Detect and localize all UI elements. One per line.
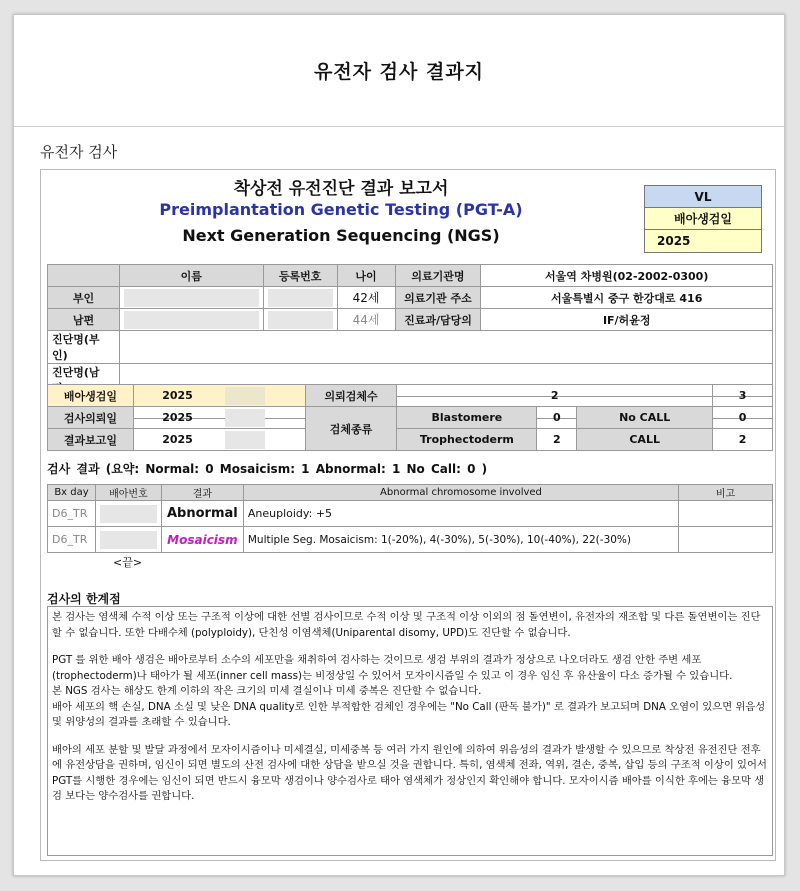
wife-name-redacted: [119, 287, 263, 309]
institution-value: 서울역 차병원(02-2002-0300): [481, 265, 773, 287]
note-cell: [679, 501, 773, 527]
request-count-label: 의뢰검체수: [305, 385, 397, 407]
result-header: 결과: [161, 485, 243, 501]
sample-row-3: [48, 429, 773, 451]
request-count-value: 2: [397, 385, 713, 407]
call-label: CALL: [577, 429, 713, 451]
result-summary: 검사 결과 (요약: Normal: 0 Mosaicism: 1 Abnormal: 1 No Call: 0 ): [47, 462, 488, 476]
report-title-pgt: Preimplantation Genetic Testing (PGT-A): [159, 200, 523, 219]
team-value-text: 3: [738, 389, 747, 402]
embryo-no-header: 배아번호: [95, 485, 161, 501]
request-date-redacted: [221, 407, 305, 429]
chromosome-cell: Aneuploidy: +5: [243, 501, 678, 527]
biopsy-date-redacted: [221, 385, 305, 407]
blastomere-value: 0: [537, 407, 577, 429]
report-date-label: 결과보고일: [48, 429, 134, 451]
page-title: 유전자 검사 결과지: [14, 15, 784, 127]
vl-box: [644, 185, 762, 253]
request-date-label: 검사의뢰일: [48, 407, 134, 429]
dept-value: IF/허윤정: [481, 309, 773, 331]
limitations-box: [47, 606, 773, 856]
name-header: 이름: [119, 265, 263, 287]
bxday-cell: D6_TR: [48, 527, 96, 553]
chromosome-header: Abnormal chromosome involved: [243, 485, 678, 501]
limitation-paragraph: 배아 세포의 핵 손실, DNA 소실 및 낮은 DNA quality로 인한 부적합한 검체인 경우에는 "No Call (판독 불가)" 로 결과가 보고되며 DNA 오염이 있으면 위음성 및 위양성의 결과를 초래할 수 있습니다.: [52, 700, 766, 728]
embryo-no-redacted: [95, 527, 161, 553]
sample-row-1: [48, 385, 773, 407]
sample-type-label: 검체종류: [305, 407, 397, 451]
document-frame: [13, 14, 785, 876]
result-cell: Mosaicism: [161, 527, 243, 553]
report-date-value: 2025: [133, 429, 221, 451]
bxday-header: Bx day: [48, 485, 96, 501]
sample-row-2: [48, 407, 773, 429]
vl-label: 배아생검일: [645, 208, 761, 230]
report-date-redacted: [221, 429, 305, 451]
husband-age: 44세: [337, 309, 395, 331]
limitation-paragraph: 본 NGS 검사는 해상도 한계 이하의 작은 크기의 미세 결실이나 미세 중복은 진단할 수 없습니다.: [52, 685, 482, 697]
address-value: 서울특별시 중구 한강대로 416: [481, 287, 773, 309]
husband-label: 남편: [48, 309, 120, 331]
wife-label: 부인: [48, 287, 120, 309]
limitation-paragraph: PGT 를 위한 배아 생검은 배아로부터 소수의 세포만을 채취하여 검사하는 것이므로 생검 부위의 결과가 정상으로 나오더라도 생검 안한 주변 세포 (trophectoderm)나 태아가 될 세포(inner cell mass)는 비정상일 수 있어서 모자이시즘일 수 있고 이 경우 임신 후 유산율이 다소 증가될 수 있습니다.: [52, 654, 733, 682]
address-label: 의료기관 주소: [395, 287, 481, 309]
wife-row: [48, 287, 773, 309]
reg-no-header: 등록번호: [263, 265, 337, 287]
patient-header-row: [48, 265, 773, 287]
institution-header: 의료기관명: [395, 265, 481, 287]
diag-wife-value: [119, 331, 772, 364]
embryo-no-redacted: [95, 501, 161, 527]
results-header-row: [48, 485, 773, 501]
bxday-cell: D6_TR: [48, 501, 96, 527]
husband-reg-redacted: [263, 309, 337, 331]
results-table: [47, 484, 773, 553]
vl-value: 2025: [645, 230, 761, 252]
trophectoderm-label: Trophectoderm: [397, 429, 537, 451]
request-date-value: 2025: [133, 407, 221, 429]
husband-name-redacted: [119, 309, 263, 331]
husband-row: [48, 309, 773, 331]
note-cell: [679, 527, 773, 553]
limitations-title: 검사의 한계점: [47, 592, 121, 606]
note-header: 비고: [679, 485, 773, 501]
trophectoderm-value: 2: [537, 429, 577, 451]
report-sheet: [40, 169, 776, 861]
result-cell: Abnormal: [161, 501, 243, 527]
table-row: [48, 527, 773, 553]
blastomere-label: Blastomere: [397, 407, 537, 429]
nocall-label: No CALL: [577, 407, 713, 429]
limitation-paragraph: 배아의 세포 분할 및 발달 과정에서 모자이시즘이나 미세결실, 미세중복 등 여러 가지 원인에 의하여 위음성의 결과가 발생할 수 있으므로 착상전 유전진단 전후에 유전상담을 권하며, 임신이 되면 별도의 산전 검사에 대한 상담을 받으실 것을 권합니다. 특히, 염색체 전좌, 역위, 결손, 중복, 삽입 등의 구조적 이상이 있어서 PGT를 시행한 경우에는 임신이 되면 반드시 융모막 생검이나 양수검사로 태아 염색체가 정상인지 확인해야 합니다. 모자이시즘 배아를 이식한 후에는 융모막 생검 보다는 양수검사를 권합니다.: [52, 743, 767, 802]
sample-table: [47, 384, 773, 451]
nocall-value: 0: [713, 407, 773, 429]
empty-cell: [48, 265, 120, 287]
biopsy-date-value: 2025: [133, 385, 221, 407]
report-title-korean: 착상전 유전진단 결과 보고서: [233, 179, 449, 199]
diag-husband-label: 진단명(남: [48, 364, 120, 397]
section-label: 유전자 검사: [40, 143, 118, 161]
wife-age: 42세: [337, 287, 395, 309]
vl-code: VL: [645, 186, 761, 208]
biopsy-date-label: 배아생검일: [48, 385, 134, 407]
limitation-paragraph: 본 검사는 염색체 수적 이상 또는 구조적 이상에 대한 선별 검사이므로 수적 이상 및 구조적 이상 이외의 점 돌연변이, 유전자의 재조합 및 다른 돌연변이는 진단할 수 없습니다. 또한 다배수체 (polyploidy), 단친성 이염색체(Uniparental disomy, UPD)도 진단할 수 없습니다.: [52, 611, 761, 639]
diag-wife-label: 진단명(부인): [48, 331, 120, 364]
wife-reg-redacted: [263, 287, 337, 309]
end-mark: <끝>: [113, 556, 143, 569]
report-title-ngs: Next Generation Sequencing (NGS): [182, 226, 500, 245]
dept-label: 진료과/담당의: [395, 309, 481, 331]
age-header: 나이: [337, 265, 395, 287]
diag-wife-row: [48, 331, 773, 364]
table-row: [48, 501, 773, 527]
chromosome-cell: Multiple Seg. Mosaicism: 1(-20%), 4(-30%), 5(-30%), 10(-40%), 22(-30%): [243, 527, 678, 553]
call-value: 2: [713, 429, 773, 451]
team-value: [713, 385, 773, 407]
